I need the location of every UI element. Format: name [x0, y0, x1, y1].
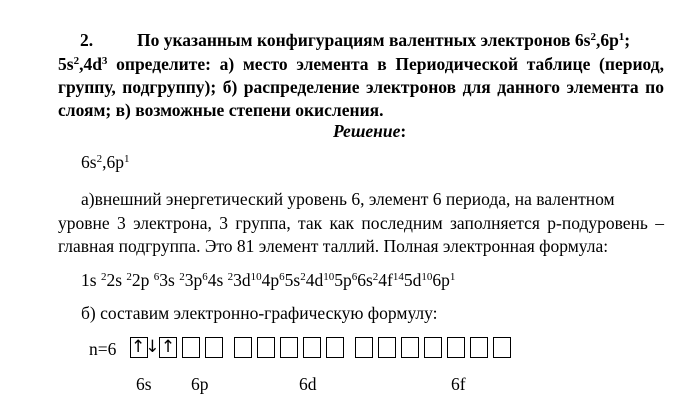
formula-term-sup: 14: [392, 270, 404, 283]
f-orbital-cell: [447, 337, 465, 358]
p-orbital-cell: ↑: [160, 337, 176, 357]
p-orbital-cell: [205, 337, 223, 358]
formula-term: 5p: [334, 270, 352, 290]
task-sup-4: 3: [101, 54, 108, 67]
formula-term-sup: 2: [227, 270, 234, 283]
task-text-1c: ;: [624, 30, 631, 50]
formula-term: 3p: [184, 270, 203, 290]
formula-term-sup: 1: [449, 270, 456, 283]
formula-term-sup: 2: [100, 270, 107, 283]
task-sup-3: 2: [73, 54, 80, 67]
formula-term-sup: 2: [372, 270, 379, 283]
orbital-diagram: [130, 337, 516, 360]
formula-term: 2p: [131, 270, 154, 290]
d-orbital-cell: [234, 337, 252, 358]
f-orbital-cell: [355, 337, 373, 358]
task-line-4: слоям; в) возможные степени окисления.: [58, 100, 384, 120]
formula-term: 4d: [305, 270, 324, 290]
task-sup-1: 2: [590, 30, 596, 43]
solution-heading-colon: :: [400, 121, 407, 141]
config-formula: [81, 152, 129, 173]
formula-term: 3d: [233, 270, 251, 290]
formula-term: 1s: [81, 270, 101, 290]
config-sup-2: 1: [123, 152, 130, 165]
task-text-2b: ,4d: [79, 54, 102, 74]
formula-term-sup: 10: [250, 270, 262, 283]
level-label: n=6: [89, 339, 117, 359]
formula-term-sup: 6: [351, 270, 358, 283]
formula-term: 6s: [357, 270, 373, 290]
formula-term-sup: 2: [126, 270, 132, 283]
config-base-2: ,6p: [102, 152, 124, 172]
s-orbital-cell: ↑↓: [131, 337, 160, 357]
f-orbital-cell: [424, 337, 442, 358]
task-line-2: [58, 53, 664, 75]
task-line-3: группу, подгруппу); б) распределение электронов для данного элемента по: [58, 77, 664, 97]
formula-term: 6p: [432, 270, 450, 290]
formula-term-sup: 2: [179, 270, 185, 283]
d-orbital-cell: [257, 337, 275, 358]
d-orbital-cell: [280, 337, 298, 358]
task-text-2a: 5s: [58, 54, 74, 74]
d-orbital-cell: [303, 337, 321, 358]
part-b-text: б) составим электронно-графическую формулу:: [81, 303, 438, 323]
task-text-1: По указанным конфигурациям валентных электронов 6s: [137, 30, 591, 50]
task-text-1b: ,6p: [595, 30, 619, 50]
config-base-1: 6s: [81, 152, 97, 172]
label-6f: 6f: [451, 374, 466, 394]
formula-term: 5d: [403, 270, 422, 290]
f-orbital-cell: [470, 337, 488, 358]
label-6s: 6s: [136, 374, 152, 394]
formula-term: 4p: [261, 270, 280, 290]
d-orbital-cell: [326, 337, 344, 358]
solution-heading: [333, 121, 406, 142]
formula-term: 5s: [284, 270, 301, 290]
formula-term: 2s: [106, 270, 127, 290]
task-line-1: [137, 30, 630, 51]
p-orbital-cell: [182, 337, 200, 358]
formula-term: 4s: [207, 270, 228, 290]
formula-term-sup: 2: [300, 270, 306, 283]
label-6d: 6d: [299, 374, 317, 394]
part-a-line-1: а)внешний энергетический уровень 6, элемент 6 периода, на валентном: [81, 189, 615, 209]
f-orbital-cell: [493, 337, 511, 358]
task-number: 2.: [80, 30, 94, 50]
formula-term: 4f: [378, 270, 393, 290]
f-orbital-cell: [401, 337, 419, 358]
part-a-line-2: уровне 3 электрона, 3 группа, так как последним заполняется р-подуровень –: [58, 213, 664, 233]
label-6p: 6p: [191, 374, 209, 394]
solution-heading-text: Решение: [333, 121, 401, 141]
formula-term-sup: 10: [421, 270, 433, 283]
task-text-2c: определите: а) место элемента в Периодической таблице (период,: [107, 54, 664, 74]
formula-term-sup: 6: [202, 270, 208, 283]
task-sup-2: 1: [618, 30, 625, 43]
formula-term-sup: 10: [323, 270, 335, 283]
config-sup-1: 2: [96, 152, 103, 165]
formula-term-sup: 6: [279, 270, 285, 283]
part-a-line-3: главная подгруппа. Это 81 элемент таллий. Полная электронная формула:: [58, 236, 609, 256]
formula-term: 3s: [159, 270, 180, 290]
formula-term-sup: 6: [153, 270, 160, 283]
f-orbital-cell: [378, 337, 396, 358]
full-electron-formula: [81, 270, 455, 291]
